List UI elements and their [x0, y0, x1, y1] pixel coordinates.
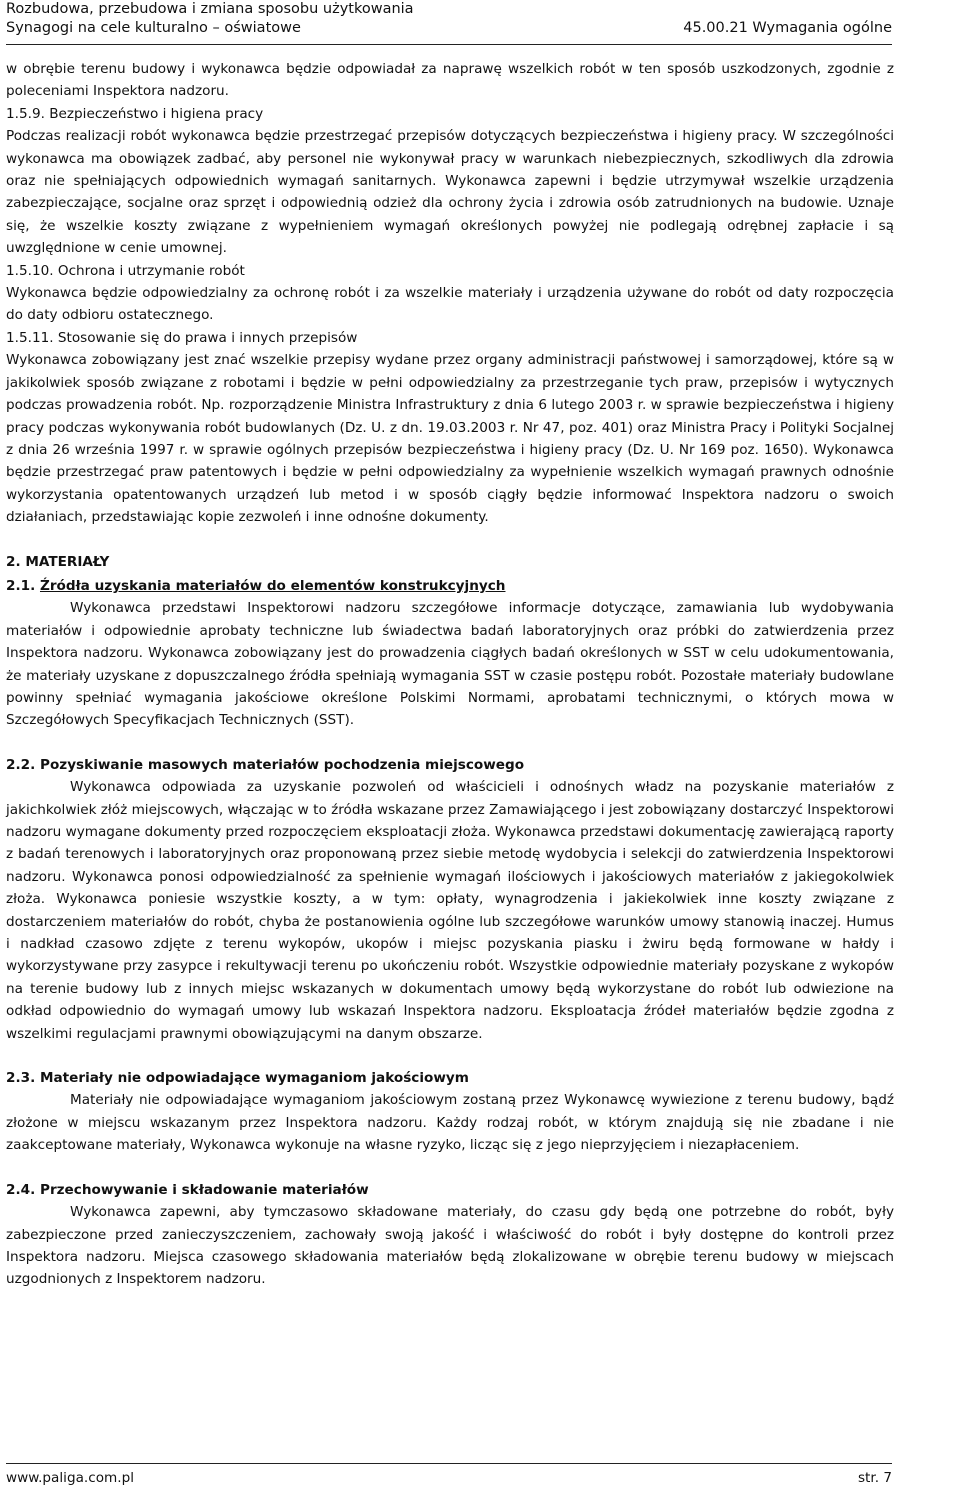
paragraph: Wykonawca przedstawi Inspektorowi nadzoru szczegółowe informacje dotyczące, zamawiania lub wydobywania materiałów i odpowiednie aprobaty techniczne lub świadectwa badań laboratoryjnych oraz próbki do zatwierdzenia przez Inspektora nadzoru. Wykonawca zobowiązany jest do prowadzenia ciągłych badań określonych w SST w celu udokumentowania, że materiały uzyskane z dopuszczalnego źródła spełniają wymagania SST w czasie postępu robót. Pozostałe materiały budowlane powinny spełniać wymagania jakościowe określone Polskimi Normami, aprobatami technicznymi, o których mowa w Szczegółowych Specyfikacjach Technicznych (SST). [6, 600, 894, 729]
header-title-line1: Rozbudowa, przebudowa i zmiana sposobu użytkowania [6, 1, 414, 17]
paragraph: Podczas realizacji robót wykonawca będzie przestrzegać przepisów dotyczących bezpieczeństwa i higieny pracy. W szczególności wykonawca ma obowiązek zadbać, aby personel nie wykonywał pracy w warunkach niebezpiecznych, szkodliwych dla zdrowia oraz nie spełniających odpowiednich wymagań sanitarnych. Wykonawca zapewni i będzie utrzymywał wszelkie urządzenia zabezpieczające, socjalne oraz sprzęt i odpowiednią odzież dla ochrony życia i zdrowia osób zatrudnionych na budowie. Uznaje się, że wszelkie koszty związane z wypełnieniem wymagań określonych powyżej nie podlegają odrębnej zapłacie i są uwzględnione w cenie umownej. [6, 128, 894, 257]
header-section: 45.00.21 Wymagania ogólne [683, 20, 892, 36]
section-heading-2-2 [6, 754, 894, 776]
section-title: Pozyskiwanie masowych materiałów pochodzenia miejscowego [39, 756, 525, 773]
chapter-heading-materialy: 2. MATERIAŁY [6, 553, 110, 570]
section-heading-1-5-10: 1.5.10. Ochrona i utrzymanie robót [6, 262, 245, 279]
paragraph: Wykonawca zapewni, aby tymczasowo składowane materiały, do czasu gdy będą one potrzebne do robót, były zabezpieczone przed zanieczyszczeniem, zachowały swoją jakość i właściwość do robót i były dostępne do kontroli przez Inspektora nadzoru. Miejsca czasowego składowania materiałów będą zlokalizowane w obrębie terenu budowy w miejscach uzgodnionych z Inspektorem nadzoru. [6, 1204, 894, 1288]
paragraph: Wykonawca zobowiązany jest znać wszelkie przepisy wydane przez organy administracji państwowej i samorządowej, które są w jakikolwiek sposób związane z robotami i będzie w pełni odpowiedzialny za przestrzeganie tych praw, przepisów i wytycznych podczas prowadzenia robót. Np. rozporządzenie Ministra Infrastruktury z dnia 6 lutego 2003 r. w sprawie bezpieczeństwa i higieny pracy podczas wykonywania robót budowlanych (Dz. U. z dn. 19.03.2003 r. Nr 47, poz. 401) oraz Ministra Pracy i Polityki Socjalnej z dnia 26 września 1997 r. w sprawie ogólnych przepisów bezpieczeństwa i higieny pracy (Dz. U. Nr 169 poz. 1650). Wykonawca będzie przestrzegać praw patentowych i będzie w pełni odpowiedzialny za wypełnienie wszelkich wymagań prawnych odnośnie wykorzystania opatentowanych urządzeń lub metod i w sposób ciągły będzie informować Inspektora nadzoru o swoich działaniach, przedstawiając kopie zezwoleń i inne odnośne dokumenty. [6, 352, 894, 526]
section-number: 2.1. [6, 577, 40, 594]
page-header [6, 0, 892, 45]
section-title: Źródła uzyskania materiałów do elementów konstrukcyjnych [39, 577, 506, 594]
paragraph: w obrębie terenu budowy i wykonawca będzie odpowiadał za naprawę wszelkich robót w ten sposób uszkodzonych, zgodnie z poleceniami Inspektora nadzoru. [6, 61, 894, 100]
paragraph: Wykonawca będzie odpowiedzialny za ochronę robót i za wszelkie materiały i urządzenia używane do robót od daty rozpoczęcia do daty odbioru ostatecznego. [6, 285, 894, 324]
paragraph: Materiały nie odpowiadające wymaganiom jakościowym zostaną przez Wykonawcę wywiezione z terenu budowy, bądź złożone w miejscu wskazanym przez Inspektora nadzoru. Każdy rodzaj robót, w którym znajdują się nie zbadane i nie zaakceptowane materiały, Wykonawca wykonuje na własne ryzyko, licząc się z jego nieprzyjęciem i niezapłaceniem. [6, 1092, 894, 1154]
header-title-line2: Synagogi na cele kulturalno – oświatowe [6, 20, 301, 36]
section-heading-1-5-11: 1.5.11. Stosowanie się do prawa i innych przepisów [6, 329, 358, 346]
page-number: str. 7 [857, 1470, 892, 1486]
section-heading-2-1 [6, 575, 894, 597]
section-number: 2.2. [6, 756, 40, 773]
paragraph: Wykonawca odpowiada za uzyskanie pozwoleń od właścicieli i odnośnych władz na pozyskanie materiałów z jakichkolwiek złóż miejscowych, włączając w to źródła wskazane przez Zamawiającego i jest zobowiązany dostarczyć Inspektorowi nadzoru wymagane dokumenty przed rozpoczęciem eksploatacji złoża. Wykonawca przedstawi dokumentację zawierającą raporty z badań terenowych i laboratoryjnych oraz proponowaną przez siebie metodę wydobycia i selekcji do zatwierdzenia Inspektorowi nadzoru. Wykonawca ponosi odpowiedzialność za spełnienie wymagań ilościowych i jakościowych materiałów z jakiegokolwiek złoża. Wykonawca poniesie wszystkie koszty, a w tym: opłaty, wynagrodzenia i jakiekolwiek inne koszty związane z dostarczeniem materiałów do robót, chyba że postanowienia ogólne lub szczegółowe warunków umowy stanowią inaczej. Humus i nadkład czasowo zdjęte z terenu wykopów, ukopów i miejsc pozyskania piasku i żwiru będą formowane w hałdy i wykorzystywane przy zasypce i rekultywacji terenu po ukończeniu robót. Wszystkie odpowiednie materiały pozyskane z wykopów na terenie budowy lub z innych miejsc wskazanych w dokumentach umowy będą wykorzystane do robót lub odwiezione na odkład odpowiednio do wymagań umowy lub wskazań Inspektora nadzoru. Eksploatacja źródeł materiałów będzie zgodna z wszelkimi regulacjami prawnymi obowiązującymi na danym obszarze. [6, 779, 894, 1042]
section-heading-1-5-9: 1.5.9. Bezpieczeństwo i higiena pracy [6, 105, 264, 122]
section-heading-2-4: 2.4. Przechowywanie i składowanie materiałów [6, 1181, 369, 1198]
footer-url[interactable]: www.paliga.com.pl [6, 1470, 134, 1486]
page-footer [6, 1463, 892, 1490]
document-body [6, 58, 894, 1291]
section-heading-2-3: 2.3. Materiały nie odpowiadające wymaganiom jakościowym [6, 1070, 469, 1087]
